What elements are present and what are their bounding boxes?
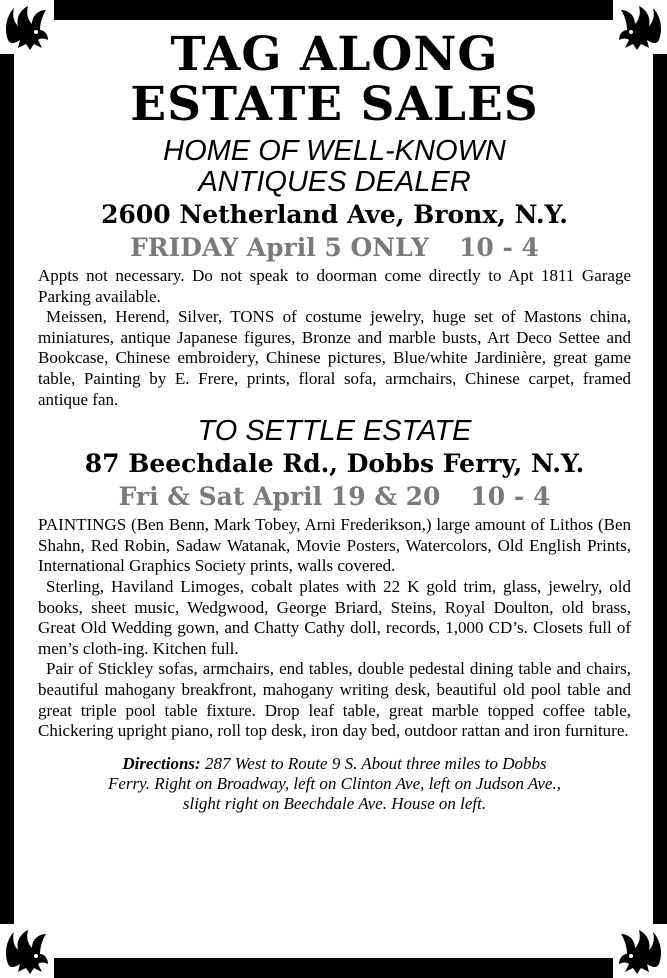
sale1-description [38,266,631,410]
title-line-2: ESTATE SALES [130,77,539,132]
ad-title [38,27,631,132]
eagle-icon [0,924,54,978]
sale2-paragraph-3: Pair of Stickley sofas, armchairs, end tables, double pedestal dining table and chairs, beautiful mahogany breakfront, mahogany writing desk, beautiful old pool table and great triple pool table fixture. Drop leaf table, great marble topped coffee table, Chickering upright piano, roll top desk, iron day bed, outdoor rattan and iron furniture. [38,659,631,741]
sale-section-bronx [38,136,631,410]
directions-label: Directions: [122,753,201,773]
directions-line-1: 287 West to Route 9 S. About three miles to Dobbs [200,753,547,773]
sale1-hours: 10 - 4 [458,233,539,262]
sale1-subtitle-line-2: ANTIQUES DEALER [198,166,471,198]
sale2-subtitle: TO SETTLE ESTATE [197,415,472,448]
sale2-date-text: Fri & Sat April 19 & 20 [118,482,441,512]
border-bottom [54,958,613,978]
sale2-paragraph-2: Sterling, Haviland Limoges, cobalt plates with 22 K gold trim, glass, jewelry, old books, sheet music, Wedgwood, George Briard, Steins, Royal Doulton, old brass, Great Old Wedding gown, and Chatty Cathy doll, records, 1,000 CD’s. Closets full of men’s cloth-ing. Kitchen full. [38,576,631,658]
directions-line-3: slight right on Beechdale Ave. House on left. [182,793,487,813]
sale2-paragraph-1: PAINTINGS (Ben Benn, Mark Tobey, Arni Frederikson,) large amount of Lithos (Ben Shahn, Red Robin, Sadaw Watanak, Movie Posters, Watercolors, Old English Prints, International Graphics Society prints, walls covered. [38,515,631,576]
title-line-1: TAG ALONG [170,27,499,82]
border-left [0,54,14,924]
directions-line-2: Ferry. Right on Broadway, left on Clinton Ave, left on Judson Ave., [108,773,561,793]
sale-section-dobbs-ferry [38,416,631,742]
sale1-subtitle [38,136,631,198]
sale1-dates [38,232,631,264]
sale1-paragraph-1: Appts not necessary. Do not speak to doorman come directly to Apt 1811 Garage Parking available. [38,266,631,306]
border-top [54,0,613,20]
sale2-dates [38,481,631,513]
border-right [653,54,667,924]
sale1-date-text: FRIDAY April 5 ONLY [130,233,429,262]
sale1-paragraph-2: Meissen, Herend, Silver, TONS of costume jewelry, huge set of Mastons china, miniatures, antique Japanese figures, Bronze and marble busts, Art Deco Settee and Bookcase, Chinese embroidery, Chinese pictures, Blue/white Jardinière, great game table, Painting by E. Frere, prints, floral sofa, armchairs, Chinese carpet, framed antique fan. [38,307,631,409]
sale1-subtitle-line-1: HOME OF WELL-KNOWN [163,135,506,167]
eagle-icon [613,924,667,978]
ad-content [38,22,631,814]
sale2-address: 87 Beechdale Rd., Dobbs Ferry, N.Y. [84,449,585,479]
sale2-hours: 10 - 4 [470,482,551,512]
directions [38,754,631,814]
sale2-description [38,515,631,742]
sale1-address: 2600 Netherland Ave, Bronx, N.Y. [101,200,568,229]
